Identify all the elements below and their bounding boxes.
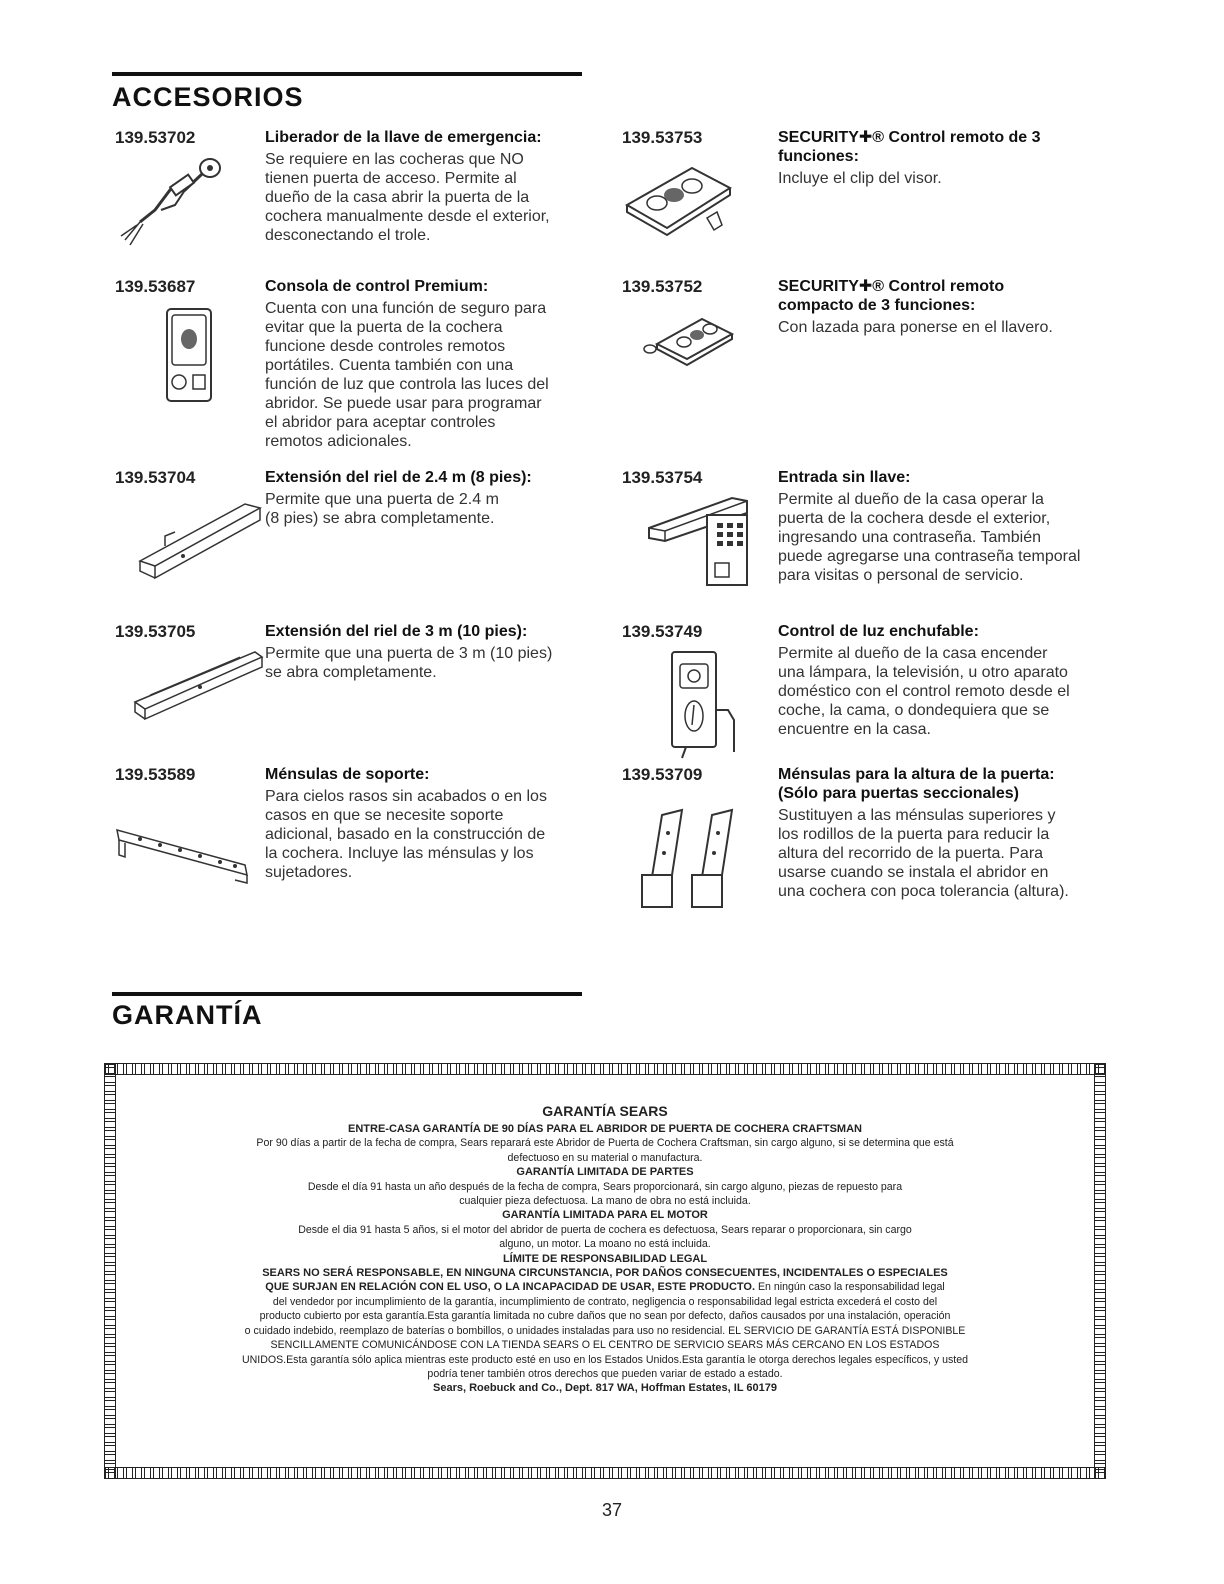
accessory-item [622,622,1122,757]
accessory-description: Sustituyen a las ménsulas superiores y los rodillos de la puerta para reducir la altura del recorrido de la puerta. Para usarse cuando se instala el abridor en una cochera con poca tolerancia (altura). [778,807,1069,900]
accessory-description: Cuenta con una función de seguro para evitar que la puerta de la cochera funcione desde controles remotos portátiles. Cuenta también con una función de luz que controla las luces del abridor. Se puede usar para programar el abridor para aceptar controles remotos adicionales. [265,300,549,450]
accessory-item [115,277,595,457]
accessory-title: Control de luz enchufable: [778,623,979,640]
accessory-title: Entrada sin llave: [778,469,911,486]
accessory-description: Se requiere en las cocheras que NO tienen puerta de acceso. Permite al dueño de la casa abrir la puerta de la cochera manualmente desde el exterior, desconectando el trole. [265,151,550,244]
warranty-heading: ENTRE-CASA GARANTÍA DE 90 DÍAS PARA EL ABRIDOR DE PUERTA DE COCHERA CRAFTSMAN [348,1123,862,1135]
decorative-border-right [1094,1063,1106,1479]
warranty-title: GARANTÍA [112,1000,263,1030]
accessory-code: 139.53589 [115,765,196,784]
accessory-title: Consola de control Premium: [265,278,489,295]
accessory-description: Permite al dueño de la casa encender una lámpara, la televisión, u otro aparato doméstico con el control remoto desde el coche, la cama, o dondequiera que se encuentre en la casa. [778,645,1070,738]
warranty-text [118,1103,1092,1463]
warranty-paragraph: Desde el día 91 hasta un año después de la fecha de compra, Sears proporcionará, sin cargo alguno, piezas de repuesto para cualquier pieza defectuosa. La mano de obra no está incluida. [307,1180,903,1208]
warranty-company-address: Sears, Roebuck and Co., Dept. 817 WA, Hoffman Estates, IL 60179 [433,1382,777,1395]
accessory-description: Permite que una puerta de 2.4 m (8 pies) se abra completamente. [265,491,499,527]
accessory-description: Para cielos rasos sin acabados o en los casos en que se necesite soporte adicional, basado en la construcción de la cochera. Incluye las ménsulas y los sujetadores. [265,788,547,881]
accessory-code: 139.53702 [115,128,196,147]
accessory-item [622,765,1122,915]
emergency-key-release-icon [115,150,225,250]
keychain-remote-icon [642,309,737,369]
accessory-code: 139.53687 [115,277,196,296]
accessory-item [115,128,595,258]
decorative-border-bottom [104,1467,1106,1479]
warranty-main-title: GARANTÍA SEARS [542,1103,668,1119]
accessory-title: Extensión del riel de 2.4 m (8 pies): [265,469,532,486]
accessory-title: Ménsulas de soporte: [265,766,430,783]
accessories-rule [112,72,582,76]
accessory-title: Liberador de la llave de emergencia: [265,129,542,146]
warranty-rule [112,992,582,996]
rail-extension-icon [135,496,265,581]
support-bracket-icon [115,825,255,885]
page-number: 37 [601,1500,623,1520]
warranty-heading: GARANTÍA LIMITADA PARA EL MOTOR [502,1209,708,1222]
accessory-code: 139.53704 [115,468,196,487]
accessory-item [115,765,595,905]
accessory-code: 139.53753 [622,128,703,147]
accessory-description: Permite que una puerta de 3 m (10 pies) se abra completamente. [265,645,553,681]
decorative-border-top [104,1063,1106,1075]
keypad-icon [647,493,752,593]
accessory-title: SECURITY✚® Control remoto compacto de 3 funciones: [778,278,1005,314]
accessory-description: Permite al dueño de la casa operar la puerta de la cochera desde el exterior, ingresando una contraseña. También puede agregarse una contraseña temporal para visitas o personal de servicio. [778,491,1081,584]
rail-extension-long-icon [130,647,265,727]
accessory-item [622,277,1122,377]
door-height-bracket-icon [632,805,752,915]
accessory-description: Con lazada para ponerse en el llavero. [778,319,1053,336]
warranty-legal-bold: SEARS NO SERÁ RESPONSABLE, EN NINGUNA CIRCUNSTANCIA, POR DAÑOS CONSECUENTES, INCIDENTALES O ESPECIALES QUE SURJAN EN RELACIÓN CON EL USO, O LA INCAPACIDAD DE USAR, ESTE PRODUCTO. [262,1267,948,1294]
warranty-paragraph: Desde el dia 91 hasta 5 años, si el motor del abridor de puerta de cochera es defectuosa, Sears reparar o proporcionara, sin cargo alguno, un motor. La moano no está incluida. [298,1223,912,1251]
remote-control-icon [622,160,737,240]
accessory-title: SECURITY✚® Control remoto de 3 funciones: [778,129,1041,165]
warranty-paragraph: Por 90 días a partir de la fecha de compra, Sears reparará este Abridor de Puerta de Cochera Craftsman, sin cargo alguno, si se determina que está defectuoso en su material o manufactura. [256,1137,954,1164]
accessory-item [115,468,595,588]
accessory-code: 139.53749 [622,622,703,641]
accessory-item [115,622,595,742]
accessory-title: Ménsulas para la altura de la puerta: (Sólo para puertas seccionales) [778,766,1055,802]
decorative-border-left [104,1063,116,1479]
warranty-heading: LÍMITE DE RESPONSABILIDAD LEGAL [502,1252,708,1265]
warranty-legal-text: En ningún caso la responsabilidad legal del vendedor por incumplimiento de la garantía, incumplimiento de contrato, negligencia o responsabilidad legal estricta excederá el costo del producto cubierto por esta garantía.Esta garantía limitada no cubre daños que no sean por defecto, daños causados por una instalación, operación o cuidado indebido, reemplazo de baterías o bombillos, o unidades instaladas para uso no residencial. EL SERVICIO DE GARANTÍA ESTÁ DISPONIBLE SENCILLAMENTE COMUNICÁNDOSE CON LA TIENDA SEARS O EL CENTRO DE SERVICIO SEARS MÁS CERCANO EN LOS ESTADOS UNIDOS.Esta garantía sólo aplica mientras este producto esté en uso en los Estados Unidos.Esta garantía le otorga derechos legales específicos, y usted podría tener también otros derechos que pueden variar de estado a estado. [241,1281,969,1380]
control-console-icon [165,307,215,407]
accessory-code: 139.53705 [115,622,196,641]
accessory-title: Extensión del riel de 3 m (10 pies): [265,623,528,640]
accessory-description: Incluye el clip del visor. [778,170,942,187]
warranty-heading: GARANTÍA LIMITADA DE PARTES [516,1166,694,1179]
warranty-box [104,1063,1106,1479]
accessory-code: 139.53709 [622,765,703,784]
accessories-title: ACCESORIOS [112,82,304,112]
accessory-item [622,128,1122,248]
plug-in-light-control-icon [652,650,747,760]
accessory-code: 139.53754 [622,468,703,487]
warranty-legal-paragraph [118,1266,1092,1381]
accessory-code: 139.53752 [622,277,703,296]
accessory-item [622,468,1122,598]
